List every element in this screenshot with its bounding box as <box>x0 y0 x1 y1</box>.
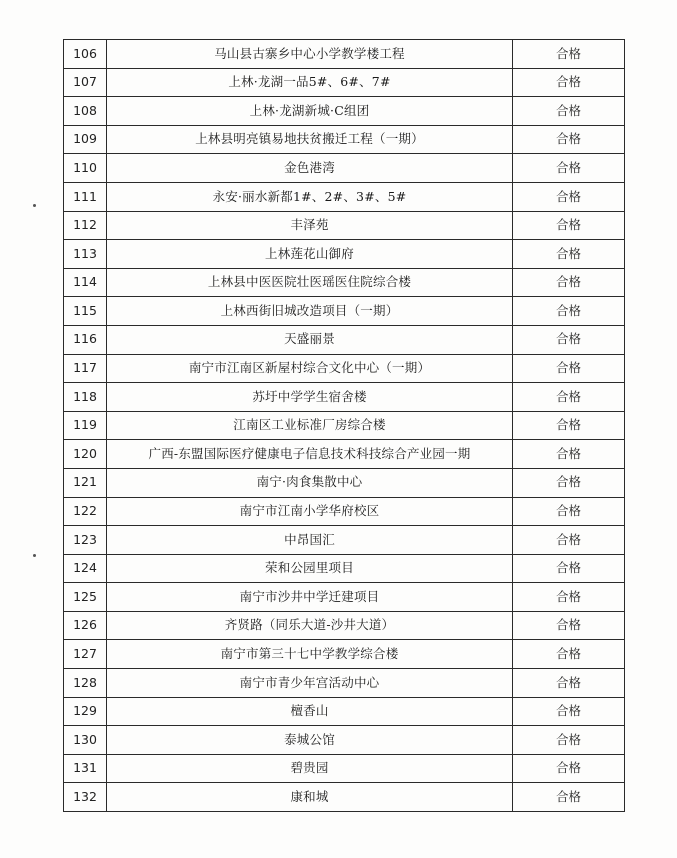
table-row <box>64 440 625 469</box>
table-row <box>64 40 625 69</box>
table-body <box>64 40 625 812</box>
inspection-result: 合格 <box>513 240 625 269</box>
row-number: 117 <box>64 354 107 383</box>
project-name: 泰城公馆 <box>107 726 513 755</box>
inspection-result: 合格 <box>513 583 625 612</box>
inspection-result: 合格 <box>513 554 625 583</box>
inspection-result: 合格 <box>513 40 625 69</box>
inspection-result: 合格 <box>513 154 625 183</box>
inspection-result: 合格 <box>513 125 625 154</box>
table-row <box>64 68 625 97</box>
row-number: 122 <box>64 497 107 526</box>
table-row <box>64 526 625 555</box>
inspection-result: 合格 <box>513 669 625 698</box>
row-number: 132 <box>64 783 107 812</box>
row-number: 106 <box>64 40 107 69</box>
project-name: 江南区工业标准厂房综合楼 <box>107 411 513 440</box>
row-number: 127 <box>64 640 107 669</box>
row-number: 112 <box>64 211 107 240</box>
inspection-result: 合格 <box>513 297 625 326</box>
row-number: 115 <box>64 297 107 326</box>
table-row <box>64 726 625 755</box>
table-row <box>64 669 625 698</box>
inspection-result: 合格 <box>513 754 625 783</box>
project-name: 碧贵园 <box>107 754 513 783</box>
project-name: 上林县中医医院壮医瑶医住院综合楼 <box>107 268 513 297</box>
table-row <box>64 697 625 726</box>
table-row <box>64 754 625 783</box>
project-name: 马山县古寨乡中心小学教学楼工程 <box>107 40 513 69</box>
inspection-results-table <box>63 39 625 812</box>
project-name: 苏圩中学学生宿舍楼 <box>107 383 513 412</box>
inspection-result: 合格 <box>513 68 625 97</box>
project-name: 上林·龙湖一品5#、6#、7# <box>107 68 513 97</box>
row-number: 110 <box>64 154 107 183</box>
project-name: 南宁市青少年宫活动中心 <box>107 669 513 698</box>
table-row <box>64 783 625 812</box>
inspection-result: 合格 <box>513 726 625 755</box>
project-name: 南宁市第三十七中学教学综合楼 <box>107 640 513 669</box>
inspection-result: 合格 <box>513 640 625 669</box>
row-number: 124 <box>64 554 107 583</box>
inspection-result: 合格 <box>513 411 625 440</box>
project-name: 中昂国汇 <box>107 526 513 555</box>
row-number: 113 <box>64 240 107 269</box>
row-number: 116 <box>64 325 107 354</box>
table-row <box>64 154 625 183</box>
project-name: 上林西街旧城改造项目（一期） <box>107 297 513 326</box>
project-name: 南宁市沙井中学迁建项目 <box>107 583 513 612</box>
row-number: 125 <box>64 583 107 612</box>
project-name: 上林莲花山御府 <box>107 240 513 269</box>
row-number: 118 <box>64 383 107 412</box>
project-name: 天盛丽景 <box>107 325 513 354</box>
inspection-result: 合格 <box>513 526 625 555</box>
inspection-result: 合格 <box>513 182 625 211</box>
project-name: 永安·丽水新都1#、2#、3#、5# <box>107 182 513 211</box>
table-row <box>64 354 625 383</box>
project-name: 上林县明亮镇易地扶贫搬迁工程（一期） <box>107 125 513 154</box>
table-row <box>64 125 625 154</box>
table-row <box>64 240 625 269</box>
table-row <box>64 583 625 612</box>
inspection-result: 合格 <box>513 783 625 812</box>
table-row <box>64 325 625 354</box>
inspection-result: 合格 <box>513 440 625 469</box>
table-row <box>64 411 625 440</box>
row-number: 128 <box>64 669 107 698</box>
row-number: 120 <box>64 440 107 469</box>
inspection-result: 合格 <box>513 383 625 412</box>
table-row <box>64 468 625 497</box>
inspection-result: 合格 <box>513 354 625 383</box>
row-number: 130 <box>64 726 107 755</box>
inspection-result: 合格 <box>513 697 625 726</box>
inspection-result: 合格 <box>513 611 625 640</box>
row-number: 131 <box>64 754 107 783</box>
row-number: 123 <box>64 526 107 555</box>
row-number: 111 <box>64 182 107 211</box>
project-name: 康和城 <box>107 783 513 812</box>
project-name: 丰泽苑 <box>107 211 513 240</box>
table-row <box>64 554 625 583</box>
table-row <box>64 497 625 526</box>
row-number: 109 <box>64 125 107 154</box>
project-name: 檀香山 <box>107 697 513 726</box>
scan-speck <box>33 554 36 557</box>
row-number: 126 <box>64 611 107 640</box>
row-number: 119 <box>64 411 107 440</box>
project-name: 广西-东盟国际医疗健康电子信息技术科技综合产业园一期 <box>107 440 513 469</box>
project-name: 金色港湾 <box>107 154 513 183</box>
project-name: 南宁市江南小学华府校区 <box>107 497 513 526</box>
table-row <box>64 611 625 640</box>
row-number: 121 <box>64 468 107 497</box>
table-row <box>64 383 625 412</box>
table-row <box>64 182 625 211</box>
project-name: 南宁市江南区新屋村综合文化中心（一期） <box>107 354 513 383</box>
inspection-result: 合格 <box>513 325 625 354</box>
scan-speck <box>33 204 36 207</box>
row-number: 114 <box>64 268 107 297</box>
inspection-result: 合格 <box>513 97 625 126</box>
table-row <box>64 268 625 297</box>
inspection-result: 合格 <box>513 468 625 497</box>
inspection-result: 合格 <box>513 268 625 297</box>
row-number: 107 <box>64 68 107 97</box>
project-name: 南宁·肉食集散中心 <box>107 468 513 497</box>
inspection-result: 合格 <box>513 211 625 240</box>
row-number: 129 <box>64 697 107 726</box>
table-row <box>64 97 625 126</box>
table-row <box>64 297 625 326</box>
project-name: 齐贤路（同乐大道-沙井大道） <box>107 611 513 640</box>
table-row <box>64 211 625 240</box>
inspection-result: 合格 <box>513 497 625 526</box>
project-name: 荣和公园里项目 <box>107 554 513 583</box>
row-number: 108 <box>64 97 107 126</box>
table-row <box>64 640 625 669</box>
project-name: 上林·龙湖新城·C组团 <box>107 97 513 126</box>
